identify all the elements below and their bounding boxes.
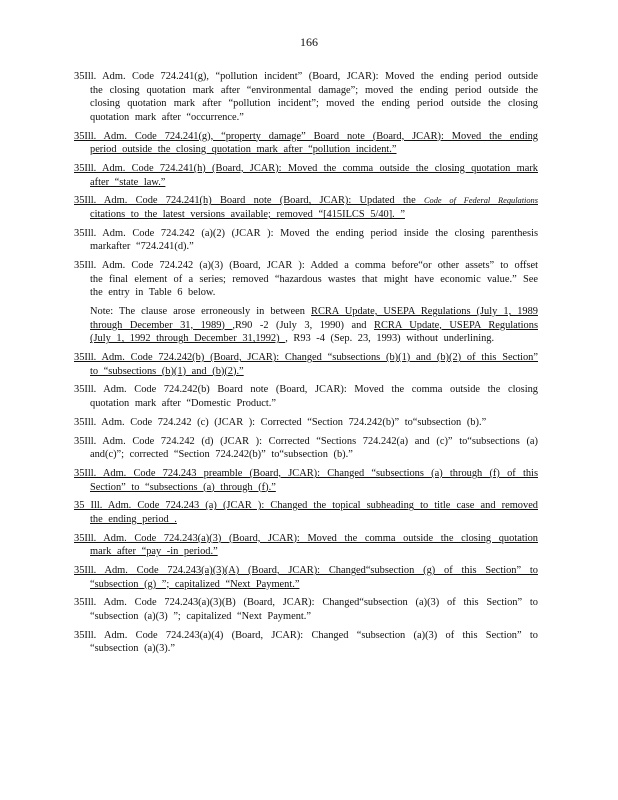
entry-724-243-a-3-A: 35Ill. Adm. Code 724.243(a)(3)(A) (Board, JCAR): Changed“subsection (g) of this Section” to “subsection (g) ”; capitalized “Next Payment.” (74, 565, 538, 590)
entry-724-242-d: 35Ill. Adm. Code 724.242 (d) (JCAR ): Corrected “Sections 724.242(a) and (c)” to“subsections (a) and(c)”; corrected “Section 724.242(b)” to“subsection (b).” (74, 435, 538, 461)
entry-text: citations to the latest versions available; removed “[415ILCS 5/40]. ” (90, 208, 405, 220)
note-mid: ,R90 -2 (July 3, 1990) and (232, 319, 375, 331)
entry-724-242-a-2: 35Ill. Adm. Code 724.242 (a)(2) (JCAR ): Moved the ending period inside the closing parenthesis markafter “724.241(d).” (74, 227, 538, 253)
note-ref-1: RCRA Update, USEPA Regulations (July 1, 1989 through December 31, 1989) (90, 306, 538, 331)
entry-list (74, 70, 538, 661)
entry-724-243-a-4: 35Ill. Adm. Code 724.243(a)(4) (Board, JCAR): Changed “subsection (a)(3) of this Section” to “subsection (a)(3).” (74, 629, 538, 655)
entry-724-243-a-3: 35Ill. Adm. Code 724.243(a)(3) (Board, JCAR): Moved the comma outside the closing quotation mark after “pay -in period.” (74, 532, 538, 558)
entry-724-242-c: 35Ill. Adm. Code 724.242 (c) (JCAR ): Corrected “Section 724.242(b)” to“subsection (b).” (74, 416, 487, 428)
note-tail: , R93 -4 (Sep. 23, 1993) without underlining. (285, 333, 495, 345)
entry-724-243-a: 35 Ill. Adm. Code 724.243 (a) (JCAR ): Changed the topical subheading to title case and removed the ending period . (74, 500, 538, 525)
note-lead: Note: The clause arose erroneously in between (90, 306, 312, 318)
entry-724-241-h: 35Ill. Adm. Code 724.241(h) (Board, JCAR): Moved the comma outside the closing quotation mark after “state law.” (74, 162, 538, 188)
entry-724-243-preamble: 35Ill. Adm. Code 724.243 preamble (Board, JCAR): Changed “subsections (a) through (f) of this Section” to “subsections (a) through (f).” (74, 467, 538, 493)
entry-724-243-a-3-B: 35Ill. Adm. Code 724.243(a)(3)(B) (Board, JCAR): Changed“subsection (a)(3) of this Section” to “subsection (a)(3) ”; capitalized “Next Payment.” (74, 597, 538, 622)
entry-text: 35Ill. Adm. Code 724.241(h) Board note (Board, JCAR): Updated the (74, 195, 424, 207)
entry-724-241-h-board-note (74, 194, 538, 221)
note-ref-2: RCRA Update, USEPA Regulations (July 1, 1992 through December 31,1992) (90, 319, 538, 345)
entry-724-242-a-3: 35Ill. Adm. Code 724.242 (a)(3) (Board, JCAR ): Added a comma before“or other assets” to offset the final element of a series; removed “hazardous wastes that might have economic value.” See the entry in Table 6 below. (74, 260, 538, 299)
entry-724-241-g-property-damage-note: 35Ill. Adm. Code 724.241(g), “property damage” Board note (Board, JCAR): Moved the ending period outside the closing quotation mark after “pollution incident.” (74, 130, 538, 156)
italic-citation: Code of Federal Regulations (423, 196, 538, 206)
entry-724-242-b: 35Ill. Adm. Code 724.242(b) (Board, JCAR): Changed “subsections (b)(1) and (b)(2) of this Section” to “subsections (b)(1) and (b)(2).” (74, 352, 538, 377)
note-paragraph (74, 305, 538, 346)
entry-724-242-b-board-note: 35Ill. Adm. Code 724.242(b) Board note (Board, JCAR): Moved the comma outside the closing quotation mark after “Domestic Product.” (74, 384, 538, 409)
page-number: 166 (300, 35, 318, 49)
entry-724-241-g-pollution-incident: 35Ill. Adm. Code 724.241(g), “pollution incident” (Board, JCAR): Moved the ending period outside the closing quotation mark after “environmental damage”; moved the ending period outside the closing quotation mark after “pollution incident”; moved the ending period outside the closing quotation mark after “occurrence.” (74, 71, 538, 123)
